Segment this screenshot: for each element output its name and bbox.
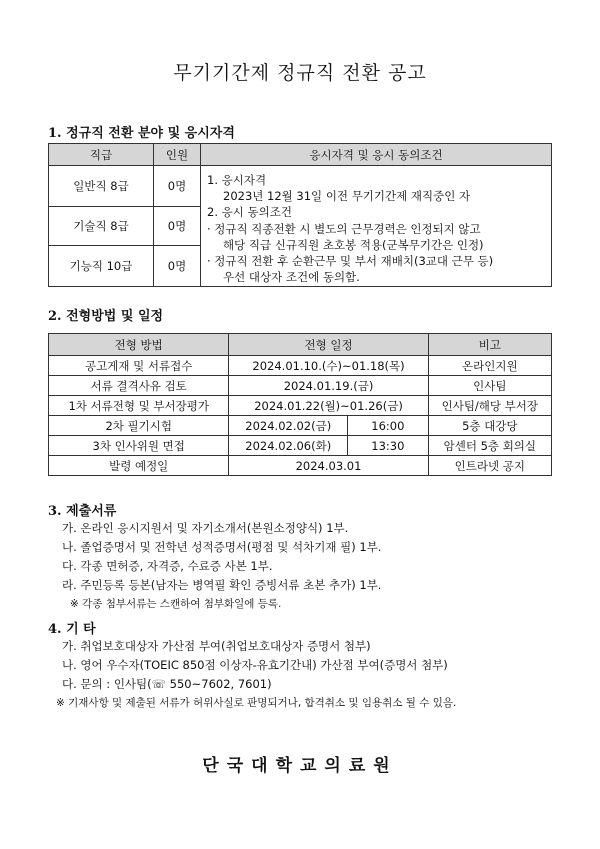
date-cell: 2024.01.10.(수)~01.18(목) [229,356,428,376]
note-cell: 인사팀/해당 부서장 [428,396,551,416]
condition-line: 2023년 12월 31일 이전 무기기간제 재직중인 자 [223,189,471,204]
page-title: 무기기간제 정규직 전환 공고 [173,62,427,84]
count-cell: 0명 [154,166,201,207]
qualification-table [48,143,552,287]
section3-heading: 3. 제출서류 [48,504,117,519]
list-item: 다. 문의 : 인사팀(☏ 550~7602, 7601) [62,677,272,691]
condition-line: · 정규직 전환 후 순환근무 및 부서 재배치(3교대 근무 등) [207,254,494,269]
grade-cell: 일반직 8급 [49,166,154,207]
table-row [49,356,552,376]
list-item: 가. 온라인 응시지원서 및 자기소개서(본원소정양식) 1부. [62,521,349,535]
time-cell: 16:00 [348,416,429,436]
date-cell: 2024.01.19.(금) [229,376,428,396]
list-item: 다. 각종 면허증, 자격증, 수료증 사본 1부. [62,559,273,573]
method-cell: 2차 필기시험 [49,416,229,436]
header-count: 인원 [154,144,201,166]
schedule-table [48,333,552,476]
header-grade: 직급 [49,144,154,166]
method-cell: 서류 결격사유 검토 [49,376,229,396]
section4-note: ※ 기재사항 및 제출된 서류가 허위사실로 판명되거나, 합격취소 및 임용취소 될 수 있음. [56,697,457,709]
header-note: 비고 [428,334,551,356]
conditions-cell [201,166,552,287]
method-cell: 1차 서류전형 및 부서장평가 [49,396,229,416]
date-cell: 2024.02.06(화) [229,436,348,456]
count-cell: 0명 [154,246,201,287]
note-cell: 인사팀 [428,376,551,396]
issuer-name: 단국대학교의료원 [202,756,398,776]
table-row [49,166,552,207]
note-cell: 인트라넷 공지 [428,456,551,476]
section4-heading: 4. 기 타 [48,622,96,637]
header-conditions: 응시자격 및 응시 동의조건 [201,144,552,166]
condition-line: 2. 응시 동의조건 [207,205,292,220]
section3-note: ※ 각종 첨부서류는 스캔하여 첨부화일에 등록. [70,598,282,610]
note-cell: 5층 대강당 [428,416,551,436]
condition-line: 우선 대상자 조건에 동의함. [223,270,360,285]
table-row [49,376,552,396]
list-item: 나. 영어 우수자(TOEIC 850점 이상자-유효기간내) 가산점 부여(증명서 첨부) [62,658,448,672]
grade-cell: 기술직 8급 [49,207,154,246]
time-cell: 13:30 [348,436,429,456]
table-row [49,396,552,416]
condition-line: 1. 응시자격 [207,173,267,187]
table-header-row [49,144,552,166]
section2-heading: 2. 전형방법 및 일정 [48,309,164,324]
method-cell: 공고게재 및 서류접수 [49,356,229,376]
list-item: 나. 졸업증명서 및 전학년 성적증명서(평점 및 석차기재 필) 1부. [62,540,382,554]
table-row [49,416,552,436]
method-cell: 발령 예정일 [49,456,229,476]
header-method: 전형 방법 [49,334,229,356]
table-row [49,456,552,476]
table-header-row [49,334,552,356]
section1-heading: 1. 정규직 전환 분야 및 응시자격 [48,126,235,141]
table-row [49,436,552,456]
condition-line: 해당 직급 신규직원 초호봉 적용(군복무기간은 인정) [223,237,484,252]
count-cell: 0명 [154,207,201,246]
condition-line: · 정규직 직종전환 시 별도의 근무경력은 인정되지 않고 [207,221,481,236]
list-item: 가. 취업보호대상자 가산점 부여(취업보호대상자 증명서 첨부) [62,639,371,653]
date-cell: 2024.01.22(월)~01.26(금) [229,396,428,416]
date-cell: 2024.02.02(금) [229,416,348,436]
note-cell: 온라인지원 [428,356,551,376]
date-cell: 2024.03.01 [229,456,428,476]
grade-cell: 기능직 10급 [49,246,154,287]
list-item: 라. 주민등록 등본(남자는 병역필 확인 증빙서류 초본 추가) 1부. [62,578,382,592]
header-schedule: 전형 일정 [229,334,428,356]
section3-list [62,519,381,614]
section4-list [56,637,457,713]
method-cell: 3차 인사위원 면접 [49,436,229,456]
note-cell: 암센터 5층 회의실 [428,436,551,456]
